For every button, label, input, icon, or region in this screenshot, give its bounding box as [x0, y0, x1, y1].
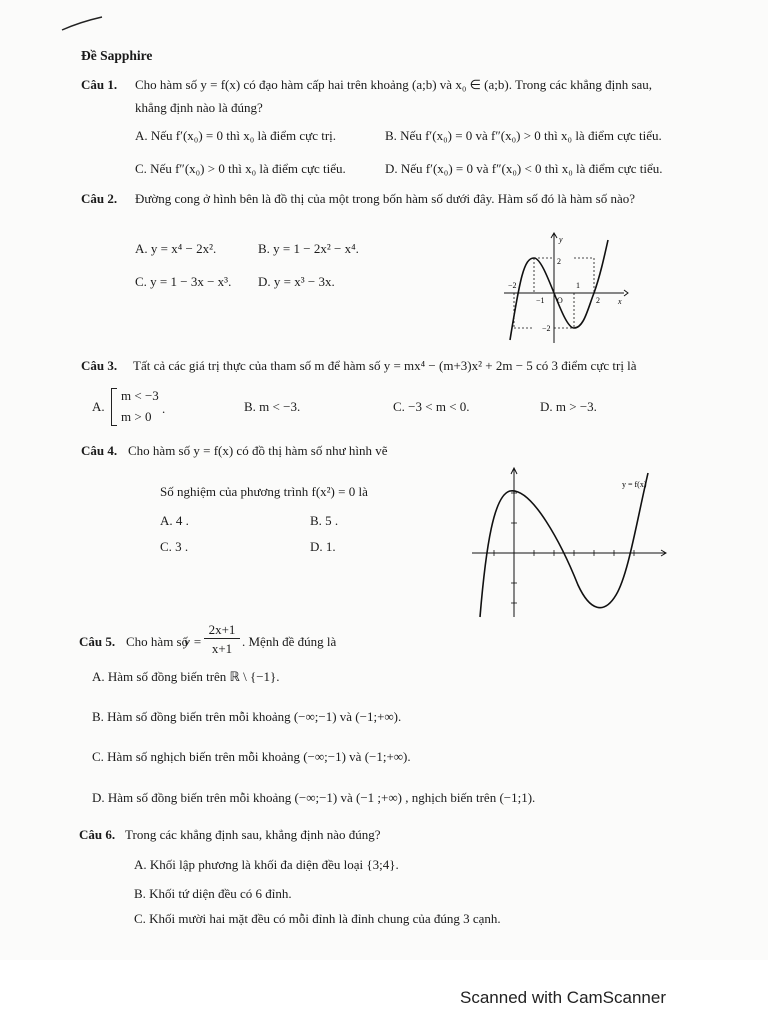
q3-option-a-line1: m < −3: [121, 388, 159, 403]
q5-y-equals: y =: [184, 634, 202, 649]
q5-label: Câu 5.: [79, 634, 116, 649]
q3-option-a-dot: .: [162, 401, 166, 416]
x-axis-label: x: [618, 297, 622, 306]
q2-option-b: B. y = 1 − 2x² − x⁴.: [258, 241, 359, 256]
q5-tail: . Mệnh đề đúng là: [242, 634, 337, 649]
q5-fraction-denominator: x+1: [211, 641, 233, 656]
q5-option-b: B. Hàm số đồng biến trên mỗi khoảng (−∞;−1) và (−1;+∞).: [92, 709, 402, 724]
q3-text: Tất cả các giá trị thực của tham số m để hàm số y = mx⁴ − (m+3)x² + 2m − 5 có 3 điểm cực trị là: [133, 358, 637, 373]
q6-label: Câu 6.: [79, 827, 116, 842]
q6-option-b: B. Khối tứ diện đều có 6 đỉnh.: [134, 886, 292, 901]
tick-x-2: 2: [596, 296, 600, 305]
q5-option-d: D. Hàm số đồng biến trên mỗi khoảng (−∞;−1) và (−1 ;+∞) , nghịch biến trên (−1;1).: [92, 790, 536, 805]
q1-text-line2: khẳng định nào là đúng?: [135, 100, 263, 115]
q1-label: Câu 1.: [81, 77, 118, 92]
curve-label: y = f(x): [622, 480, 647, 489]
q6-option-a: A. Khối lập phương là khối đa diện đều loại {3;4}.: [134, 857, 399, 872]
q2-label: Câu 2.: [81, 191, 118, 206]
q3-option-a-bracket: [111, 388, 117, 426]
q3-option-b: B. m < −3.: [244, 399, 301, 414]
q6-text: Trong các khẳng định sau, khẳng định nào đúng?: [125, 827, 381, 842]
q2-cubic-graph: [500, 228, 630, 348]
q5-lead: Cho hàm số: [126, 634, 189, 649]
pen-mark: [60, 14, 106, 34]
page-title: Đề Sapphire: [81, 48, 153, 63]
function-curve: [480, 473, 648, 617]
q5-option-a: A. Hàm số đồng biến trên ℝ \ {−1}.: [92, 669, 280, 684]
q4-label: Câu 4.: [81, 443, 118, 458]
q3-option-a-label: A.: [92, 399, 105, 414]
tick-x-1: 1: [576, 281, 580, 290]
tick-x-neg2: −2: [508, 281, 517, 290]
q1-option-c: C. Nếu f″(x₀) > 0 thì x₀ là điểm cực tiểu.: [135, 161, 346, 176]
q3-option-d: D. m > −3.: [540, 399, 597, 414]
tick-y-neg2: −2: [542, 324, 551, 333]
cubic-curve: [510, 240, 608, 340]
q1-text-line1: Cho hàm số y = f(x) có đạo hàm cấp hai trên khoảng (a;b) và x₀ ∈ (a;b). Trong các khẳng định sau,: [135, 77, 653, 92]
tick-y-2: 2: [557, 257, 561, 266]
q3-option-a-line2: m > 0: [121, 409, 152, 424]
camscanner-watermark: Scanned with CamScanner: [460, 988, 667, 1007]
q2-option-d: D. y = x³ − 3x.: [258, 274, 335, 289]
q5-option-c: C. Hàm số nghịch biến trên mỗi khoảng (−∞;−1) và (−1;+∞).: [92, 749, 411, 764]
q4-option-b: B. 5 .: [310, 513, 339, 528]
q4-subquestion: Số nghiệm của phương trình f(x²) = 0 là: [160, 484, 368, 499]
q4-function-graph: [470, 465, 670, 620]
y-axis-label: y: [559, 235, 563, 244]
q4-option-a: A. 4 .: [160, 513, 189, 528]
q3-label: Câu 3.: [81, 358, 118, 373]
q2-text: Đường cong ở hình bên là đồ thị của một trong bốn hàm số dưới đây. Hàm số đó là hàm số nào?: [135, 191, 635, 206]
q2-option-a: A. y = x⁴ − 2x².: [135, 241, 217, 256]
q4-text: Cho hàm số y = f(x) có đồ thị hàm số như hình vẽ: [128, 443, 388, 458]
tick-x-neg1: −1: [536, 296, 545, 305]
q4-option-c: C. 3 .: [160, 539, 189, 554]
q3-option-c: C. −3 < m < 0.: [393, 399, 470, 414]
q5-fraction-bar: [204, 638, 240, 639]
q6-option-c: C. Khối mười hai mặt đều có mỗi đỉnh là đỉnh chung của đúng 3 cạnh.: [134, 911, 501, 926]
q4-option-d: D. 1.: [310, 539, 336, 554]
origin-label: O: [557, 296, 563, 305]
q2-option-c: C. y = 1 − 3x − x³.: [135, 274, 232, 289]
q1-option-d: D. Nếu f′(x₀) = 0 và f″(x₀) < 0 thì x₀ là điểm cực tiểu.: [385, 161, 663, 176]
q1-option-a: A. Nếu f′(x₀) = 0 thì x₀ là điểm cực trị.: [135, 128, 337, 143]
q5-fraction-numerator: 2x+1: [208, 622, 236, 637]
q1-option-b: B. Nếu f′(x₀) = 0 và f″(x₀) > 0 thì x₀ là điểm cực tiểu.: [385, 128, 662, 143]
